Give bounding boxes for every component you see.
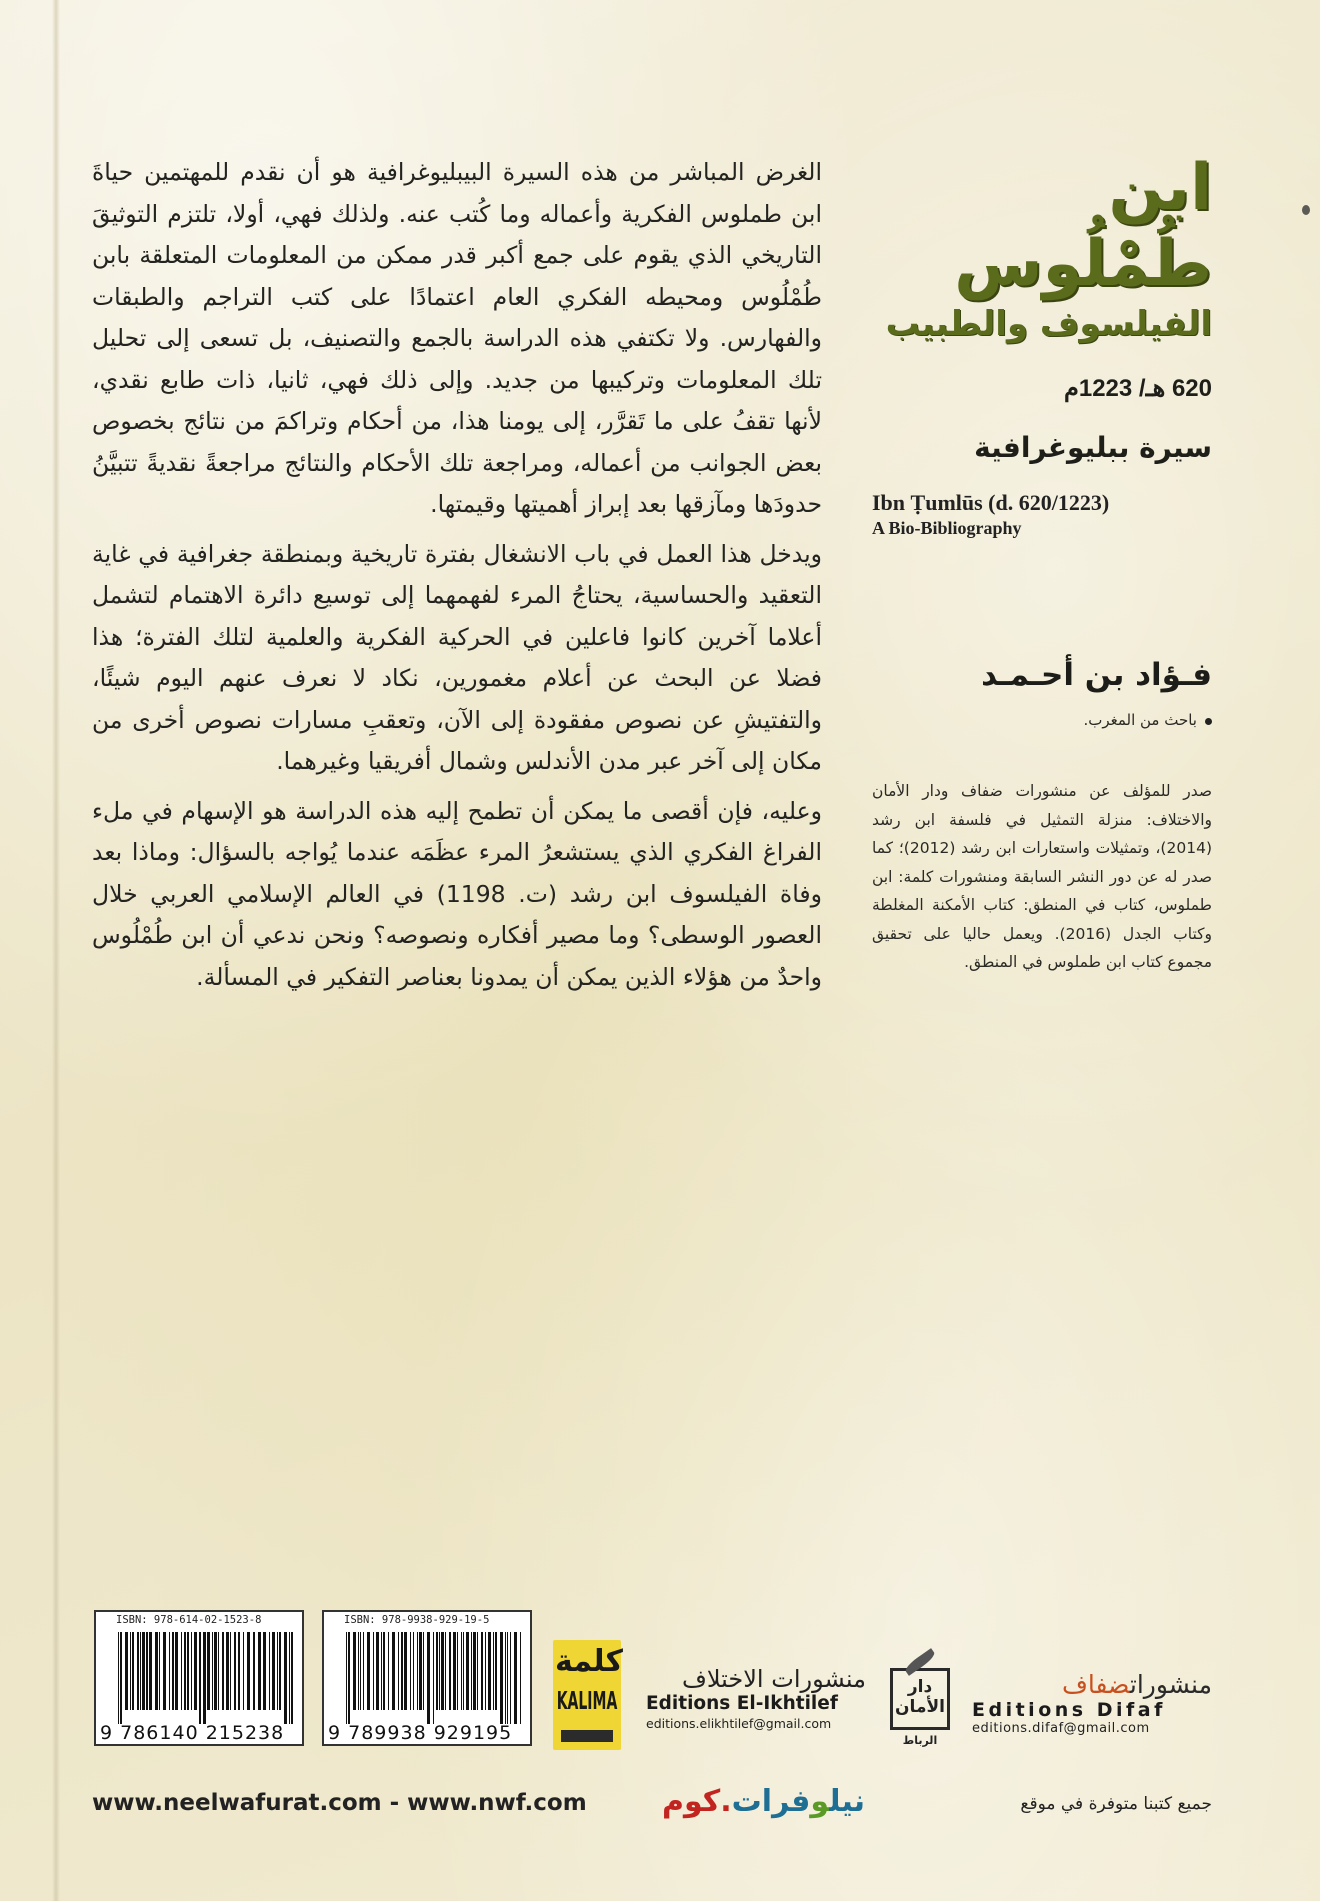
book-subtitle-english: A Bio-Bibliography	[872, 518, 1022, 538]
brand-part-4: .كوم	[662, 1784, 732, 1819]
barcode-bar	[132, 1632, 134, 1710]
availability-text: جميع كتبنا متوفرة في موقع	[1020, 1794, 1212, 1814]
author-name: فـؤاد بن أحـمـد	[981, 657, 1212, 693]
barcode-bar	[398, 1632, 399, 1710]
bullet-icon	[1205, 718, 1212, 725]
barcode-bar	[510, 1632, 511, 1724]
barcode-digits: 9 789938 929195	[328, 1722, 513, 1744]
barcode-digits: 9 786140 215238	[100, 1722, 285, 1744]
barcode-bar	[194, 1632, 197, 1710]
barcode-bar	[505, 1632, 506, 1724]
book-title-arabic: ابن طُمْلُوس	[954, 151, 1212, 301]
brand-part-2: و	[810, 1784, 830, 1819]
barcode-bar	[427, 1632, 430, 1724]
barcode-bar	[258, 1632, 261, 1710]
barcode-bar	[226, 1632, 229, 1710]
barcode-bar	[449, 1632, 451, 1710]
barcode-bar	[410, 1632, 411, 1710]
barcode-bar	[279, 1632, 281, 1710]
barcode-bars-icon	[346, 1632, 526, 1724]
barcode-bar	[140, 1632, 141, 1710]
barcode-bar	[291, 1632, 293, 1724]
kalima-name-arabic: كلمة	[555, 1644, 623, 1679]
print-speck	[1302, 205, 1310, 215]
kalima-logo	[553, 1640, 621, 1750]
barcode-bar	[163, 1632, 166, 1710]
barcode-bar	[247, 1632, 250, 1710]
barcode-bar	[234, 1632, 236, 1710]
difaf-email: editions.difaf@gmail.com	[972, 1721, 1150, 1736]
barcode-bar	[253, 1632, 255, 1710]
barcode-bar	[445, 1632, 446, 1710]
barcode-bar	[457, 1632, 458, 1710]
barcode-bar	[184, 1632, 186, 1710]
barcode-bar	[488, 1632, 491, 1710]
barcode-bar	[346, 1632, 347, 1724]
barcode-bar	[485, 1632, 486, 1710]
isbn-label: ISBN: 978-614-02-1523-8	[116, 1614, 262, 1626]
title-block	[872, 150, 1212, 977]
barcode-bar	[417, 1632, 418, 1710]
barcode-bar	[125, 1632, 128, 1710]
barcode-bar	[159, 1632, 160, 1710]
barcode-bar	[376, 1632, 379, 1710]
brand-part-1: نيل	[829, 1784, 865, 1819]
ikhtilef-logo	[646, 1665, 866, 1731]
barcode-bar	[155, 1632, 158, 1710]
barcode-bar	[471, 1632, 472, 1710]
barcode-bar	[463, 1632, 464, 1710]
quill-icon	[903, 1648, 937, 1676]
barcode-bar	[137, 1632, 139, 1710]
barcode-bar	[433, 1632, 434, 1724]
barcode-bar	[169, 1632, 170, 1710]
barcode-bar	[238, 1632, 240, 1710]
barcode-bar	[348, 1632, 350, 1724]
barcode-bar	[149, 1632, 152, 1710]
book-subtitle-arabic: الفيلسوف والطبيب	[885, 304, 1212, 344]
barcode-bar	[146, 1632, 148, 1710]
difaf-name-arabic	[972, 1670, 1212, 1699]
barcode-bar	[212, 1632, 213, 1710]
barcode-bar	[413, 1632, 414, 1710]
barcode-bar	[481, 1632, 483, 1710]
ikhtilef-name-arabic: منشورات الاختلاف	[681, 1665, 866, 1693]
barcode-bar	[269, 1632, 270, 1710]
barcode-bar	[230, 1632, 231, 1710]
isbn-label: ISBN: 978-9938-929-19-5	[344, 1614, 490, 1626]
author-note	[872, 711, 1212, 729]
barcode-bar	[441, 1632, 444, 1710]
barcode-bar	[392, 1632, 395, 1710]
barcode-bar	[383, 1632, 385, 1710]
barcode-bar	[493, 1632, 494, 1710]
barcode-bar	[218, 1632, 219, 1710]
barcode-bar	[277, 1632, 278, 1710]
barcode-bar	[473, 1632, 476, 1710]
barcode-bar	[461, 1632, 462, 1710]
barcode-bar	[289, 1632, 290, 1724]
barcode-bar	[520, 1632, 521, 1724]
barcode-bar	[191, 1632, 192, 1710]
barcode-bar	[207, 1632, 210, 1710]
barcode-bar	[388, 1632, 389, 1710]
book-dates: 620 هـ/ 1223م	[1064, 375, 1212, 402]
barcode-bar	[203, 1632, 206, 1724]
barcode-1	[94, 1610, 304, 1746]
back-cover-description	[92, 152, 822, 1006]
book-genre-arabic: سيرة ببليوغرافية	[974, 431, 1212, 464]
difaf-logo	[972, 1670, 1212, 1736]
kalima-name-english: KALIMA	[556, 1687, 618, 1717]
barcode-bar	[142, 1632, 145, 1710]
barcode-bar	[500, 1632, 503, 1724]
barcode-bar	[358, 1632, 359, 1710]
barcode-bar	[199, 1632, 201, 1724]
barcode-bar	[214, 1632, 217, 1710]
barcode-bar	[439, 1632, 440, 1710]
dar-al-aman-name: دار الأمان	[895, 1677, 945, 1717]
difaf-name-english: Editions Difaf	[972, 1699, 1166, 1721]
barcode-bar	[263, 1632, 266, 1710]
barcode-bars-icon	[118, 1632, 298, 1724]
barcode-bar	[118, 1632, 119, 1724]
barcode-bar	[130, 1632, 131, 1710]
barcode-bar	[401, 1632, 403, 1710]
author-bio: صدر للمؤلف عن منشورات ضفاف ودار الأمان والاختلاف: منزلة التمثيل في فلسفة ابن رشد (2014)، وتمثيلات واستعارات ابن رشد (2012)؛ كما صدر له عن دور النشر السابقة ومنشورات كلمة: ابن طملوس، كتاب في المنطق: كتاب الأمكنة المغلطة وكتاب الجدل (2016). ويعمل حاليا على تحقيق مجموع كتاب ابن طملوس في المنطق.	[872, 782, 1212, 971]
description-paragraph-3: وعليه، فإن أقصى ما يمكن أن تطمح إليه هذه الدراسة هو الإسهام في ملء الفراغ الفكري الذي يستشعرُ المرء عظَمَه عندما يُواجه بالسؤال: وماذا بعد وفاة الفيلسوف ابن رشد (ت. 1198) في العالم الإسلامي العربي خلال العصور الوسطى؟ وما مصير أفكاره ونصوصه؟ ونحن ندعي أن ابن طُمْلُوس واحدٌ من هؤلاء الذين يمكن أن يمدونا بعناصر التفكير في المسألة.	[92, 796, 822, 991]
barcode-bar	[495, 1632, 497, 1710]
brand-part-3: فرات	[731, 1784, 811, 1819]
barcode-bar	[175, 1632, 178, 1710]
barcode-bar	[284, 1632, 287, 1724]
barcode-bar	[477, 1632, 478, 1710]
barcode-bar	[436, 1632, 438, 1710]
neelwafurat-logo	[662, 1784, 865, 1819]
barcode-bar	[507, 1632, 508, 1724]
barcode-bar	[419, 1632, 422, 1710]
footer-urls[interactable]: www.neelwafurat.com - www.nwf.com	[92, 1790, 587, 1816]
spine-crease	[52, 0, 60, 1901]
ikhtilef-name-english: Editions El-Ikhtilef	[646, 1693, 838, 1714]
barcode-bar	[272, 1632, 275, 1710]
barcode-bar	[363, 1632, 364, 1710]
difaf-accent: ضفاف	[1062, 1670, 1130, 1699]
barcode-bar	[514, 1632, 517, 1724]
footer	[92, 1786, 1212, 1826]
difaf-prefix: منشورات	[1129, 1670, 1212, 1699]
kalima-bar	[561, 1730, 613, 1742]
barcode-bar	[466, 1632, 469, 1710]
barcode-bar	[381, 1632, 382, 1710]
description-paragraph-1: الغرض المباشر من هذه السيرة البيبليوغرافية هو أن نقدم للمهتمين حياةَ ابن طملوس الفكرية وأعماله وما كُتب عنه. ولذلك فهي، أولا، تلتزم التوثيقَ التاريخي الذي يقوم على جمع أكبر قدر ممكن من المعلومات المتعلقة بابن طُمْلُوس ومحيطه الفكري العام اعتمادًا على كتب التراجم والطبقات والفهارس. ولا تكتفي هذه الدراسة بالجمع والتصنيف، بل تسعى إلى تحليل تلك المعلومات وتركيبها من جديد. وإلى ذلك فهي، ثانيا، ذات طابع نقدي، لأنها تقفُ على ما تَقرَّر، إلى يومنا هذا، من أحكام وتراكمَ من نتائج بخصوص بعض الجوانب من أعماله، ومراجعة تلك الأحكام والنتائج مراجعةً نقديةً تتبيَّنُ حدودَها ومآزقها بعد إبراز أهميتها وقيمتها.	[92, 158, 822, 518]
barcode-bar	[187, 1632, 189, 1710]
barcode-bar	[367, 1632, 370, 1710]
barcode-bar	[172, 1632, 174, 1710]
barcode-bar	[423, 1632, 424, 1710]
barcode-bar	[360, 1632, 361, 1710]
dar-al-aman-city: الرباط	[902, 1734, 938, 1747]
barcode-bar	[373, 1632, 374, 1710]
ikhtilef-email: editions.elikhtilef@gmail.com	[646, 1716, 832, 1731]
dar-al-aman-logo	[890, 1668, 950, 1730]
barcode-bar	[353, 1632, 356, 1710]
author-note-text: باحث من المغرب.	[1083, 711, 1197, 729]
barcode-2	[322, 1610, 532, 1746]
barcode-bar	[181, 1632, 182, 1710]
book-title-english: Ibn Ṭumlūs (d. 620/1223)	[872, 490, 1110, 515]
barcode-bar	[243, 1632, 244, 1710]
barcode-bar	[453, 1632, 456, 1710]
description-paragraph-2: ويدخل هذا العمل في باب الانشغال بفترة تاريخية وبمنطقة جغرافية في غاية التعقيد والحساسية، يحتاجُ المرء لفهمهما إلى توسيع دائرة الاهتمام لتشمل أعلاما آخرين كانوا فاعلين في الحركية الفكرية والعلمية لتلك الفترة؛ هذا فضلا عن البحث عن أعلام مغمورين، نكاد لا نعرف عنهم اليوم شيئًا، والتفتيشِ عن نصوص مفقودة إلى الآن، وتعقبِ مسارات نصوص أخرى من مكان إلى آخر عبر مدن الأندلس وشمال أفريقيا وغيرهما.	[92, 539, 822, 775]
barcode-bar	[120, 1632, 122, 1724]
barcode-bar	[404, 1632, 407, 1710]
barcode-bar	[222, 1632, 224, 1710]
